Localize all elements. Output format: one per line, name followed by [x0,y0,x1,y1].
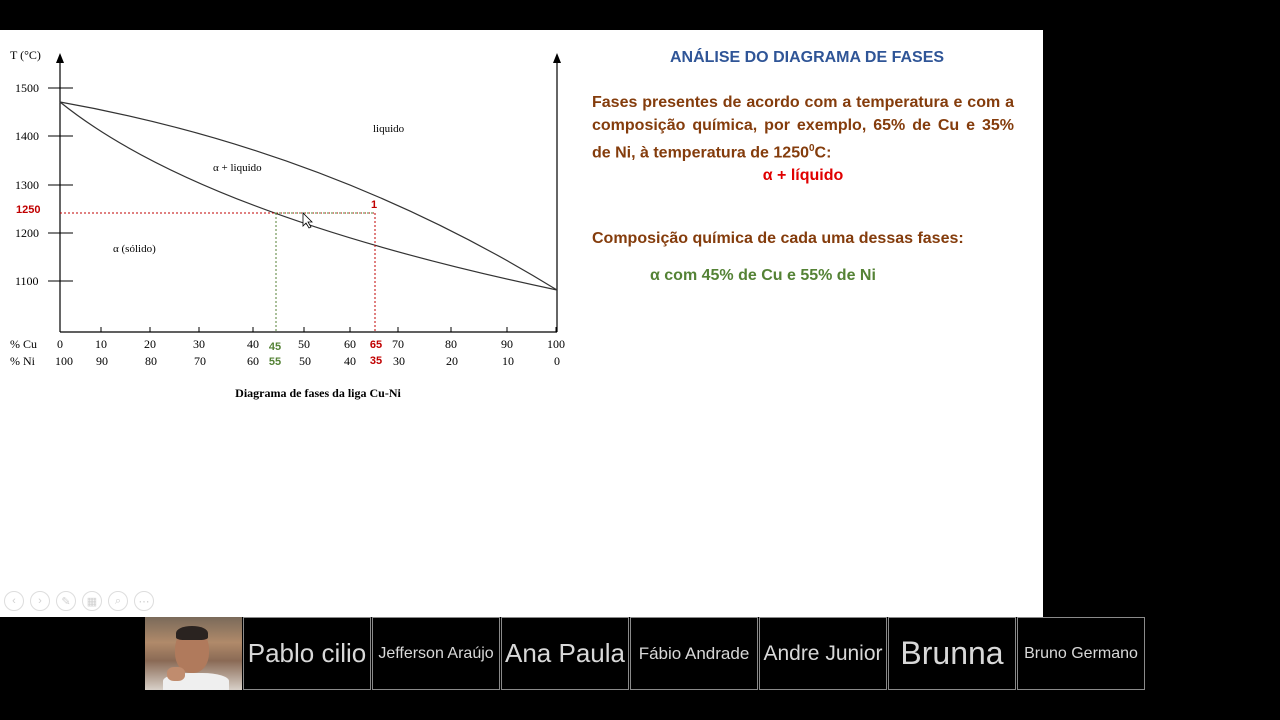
cu-tick-label: 0 [57,337,63,351]
diagram-caption: Diagrama de fases da liga Cu-Ni [235,386,401,400]
y-tick-label: 1400 [15,129,39,143]
zoom-icon[interactable]: ⌕ [108,591,128,611]
cu-tick-label: 80 [445,337,457,351]
ni-green-label: 55 [268,356,282,368]
pen-icon[interactable]: ✎ [56,591,76,611]
ni-tick-label: 20 [446,354,458,368]
next-icon[interactable]: › [30,591,50,611]
participant-tile[interactable] [501,617,629,690]
cu-row-label: % Cu [10,337,37,351]
y-tick-label: 1200 [15,226,39,240]
presentation-toolbar [4,591,154,611]
question-body: Fases presentes de acordo com a temperatura e com a composição química, por exemplo, 65% de Cu e 35% de Ni, à temperatura de 1250 [592,94,1014,162]
y-axis-label: T (°C) [10,48,41,62]
ni-tick-label: 90 [96,354,108,368]
right-axis-arrow [553,53,561,63]
cu-red-label: 65 [369,339,383,351]
participant-name: Bruno Germano [1024,644,1138,662]
participant-name: Ana Paula [505,638,625,668]
ni-tick-label: 100 [55,354,73,368]
analysis-title: ANÁLISE DO DIAGRAMA DE FASES [669,49,945,66]
ni-tick-label: 30 [393,354,405,368]
cu-tick-label: 90 [501,337,513,351]
cu-tick-label: 70 [392,337,404,351]
cu-tick-label: 30 [193,337,205,351]
ni-tick-label: 40 [344,354,356,368]
ni-tick-label: 70 [194,354,206,368]
participant-name: Jefferson Araújo [378,644,494,662]
participants-strip [145,617,1145,690]
y-axis-arrow [56,53,64,63]
question-end: C: [814,144,832,162]
region-liquid-label: liquido [373,123,405,135]
participant-name: Andre Junior [763,641,883,665]
participant-tile[interactable] [1017,617,1145,690]
participant-tile[interactable] [759,617,887,690]
region-solid-label: α (sólido) [113,243,156,255]
more-icon[interactable]: ⋯ [134,591,154,611]
ni-red-label: 35 [369,355,383,367]
ni-tick-label: 80 [145,354,157,368]
ni-tick-label: 10 [502,354,514,368]
cu-tick-label: 10 [95,337,107,351]
temp-1250-label: 1250 [16,204,41,216]
cu-green-label: 45 [268,341,282,353]
phase-diagram [0,30,600,430]
participant-name: Fábio Andrade [638,643,750,663]
participant-tile[interactable] [372,617,500,690]
participant-tile[interactable] [888,617,1016,690]
participant-name: Pablo cilio [247,638,367,668]
region-alpha-liquid-label: α + liquido [213,162,262,174]
y-tick-label: 1500 [15,81,39,95]
degree-superscript: 0 [808,143,815,154]
y-tick-label: 1100 [15,274,39,288]
cu-tick-label: 60 [344,337,356,351]
mouse-cursor-icon [303,213,312,228]
presenter-webcam[interactable] [145,617,242,690]
prev-icon[interactable]: ‹ [4,591,24,611]
participant-tile[interactable] [630,617,758,690]
cu-tick-label: 40 [247,337,259,351]
slides-grid-icon[interactable]: ▦ [82,591,102,611]
liquidus-curve [60,102,557,290]
participant-tile[interactable] [243,617,371,690]
y-tick-label: 1300 [15,178,39,192]
question-text [592,91,1014,164]
solidus-curve [60,102,557,290]
point-marker-label: 1 [371,199,378,211]
cu-tick-label: 20 [144,337,156,351]
cu-tick-label: 100 [547,337,565,351]
ni-tick-label: 60 [247,354,259,368]
ni-row-label: % Ni [10,354,35,368]
cu-tick-label: 50 [298,337,310,351]
alpha-composition: α com 45% de Cu e 55% de Ni [650,267,876,284]
answer-phase: α + líquido [762,167,844,184]
composition-title: Composição química de cada uma dessas fases: [592,230,964,247]
ni-tick-label: 0 [554,354,560,368]
ni-tick-label: 50 [299,354,311,368]
presentation-slide [0,30,1043,617]
participant-name: Brunna [900,635,1004,671]
